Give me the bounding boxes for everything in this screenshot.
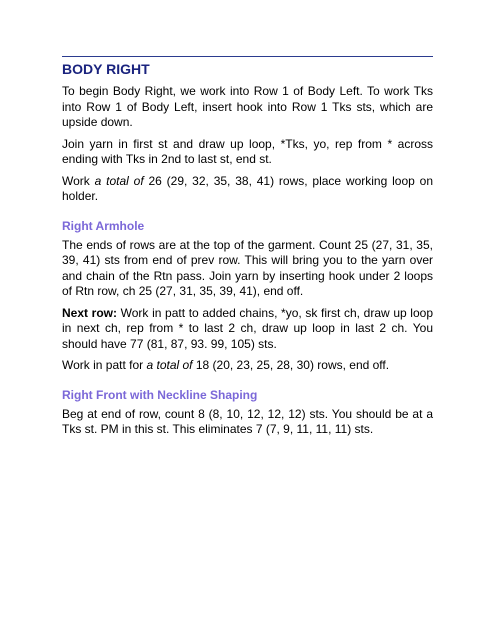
heading-right-armhole: Right Armhole [62, 218, 145, 233]
front-paragraph-1: Beg at end of row, count 8 (8, 10, 12, 12, 12) sts. You should be at a Tks st. PM in this st. This eliminates 7 (7, 9, 11, 11, 11) sts. [62, 406, 433, 436]
section-title: BODY RIGHT [62, 61, 150, 77]
intro-paragraph-1: To begin Body Right, we work into Row 1 of Body Left. To work Tks into Row 1 of Body Left, insert hook into Row 1 Tks sts, which are upside down. [62, 84, 433, 129]
armhole-paragraph-1: The ends of rows are at the top of the garment. Count 25 (27, 31, 35, 39, 41) sts from end of prev row. This will bring you to the yarn over and chain of the Rtn pass. Join yarn by inserting hook under 2 loops of Rtn row, ch 25 (27, 31, 35, 39, 41), end off. [62, 237, 433, 298]
intro-paragraph-3: Work a total of 26 (29, 32, 35, 38, 41) rows, place working loop on holder. [62, 173, 433, 203]
emphasis-text: a total of [146, 358, 193, 372]
document-page [62, 56, 433, 444]
armhole-paragraph-2: Next row: Work in patt to added chains, *yo, sk first ch, draw up loop in next ch, rep from * to last 2 ch, draw up loop in last 2 ch. You should have 77 (81, 87, 93. 99, 105) sts. [62, 305, 433, 351]
next-row-label: Next row: [62, 305, 117, 320]
intro-paragraph-2: Join yarn in first st and draw up loop, *Tks, yo, rep from * across ending with Tks in 2nd to last st, end st. [62, 136, 433, 166]
heading-right-front: Right Front with Neckline Shaping [62, 387, 258, 402]
armhole-paragraph-3: Work in patt for a total of 18 (20, 23, 25, 28, 30) rows, end off. [62, 358, 390, 372]
top-rule [62, 56, 433, 57]
emphasis-text: a total of [94, 173, 144, 188]
